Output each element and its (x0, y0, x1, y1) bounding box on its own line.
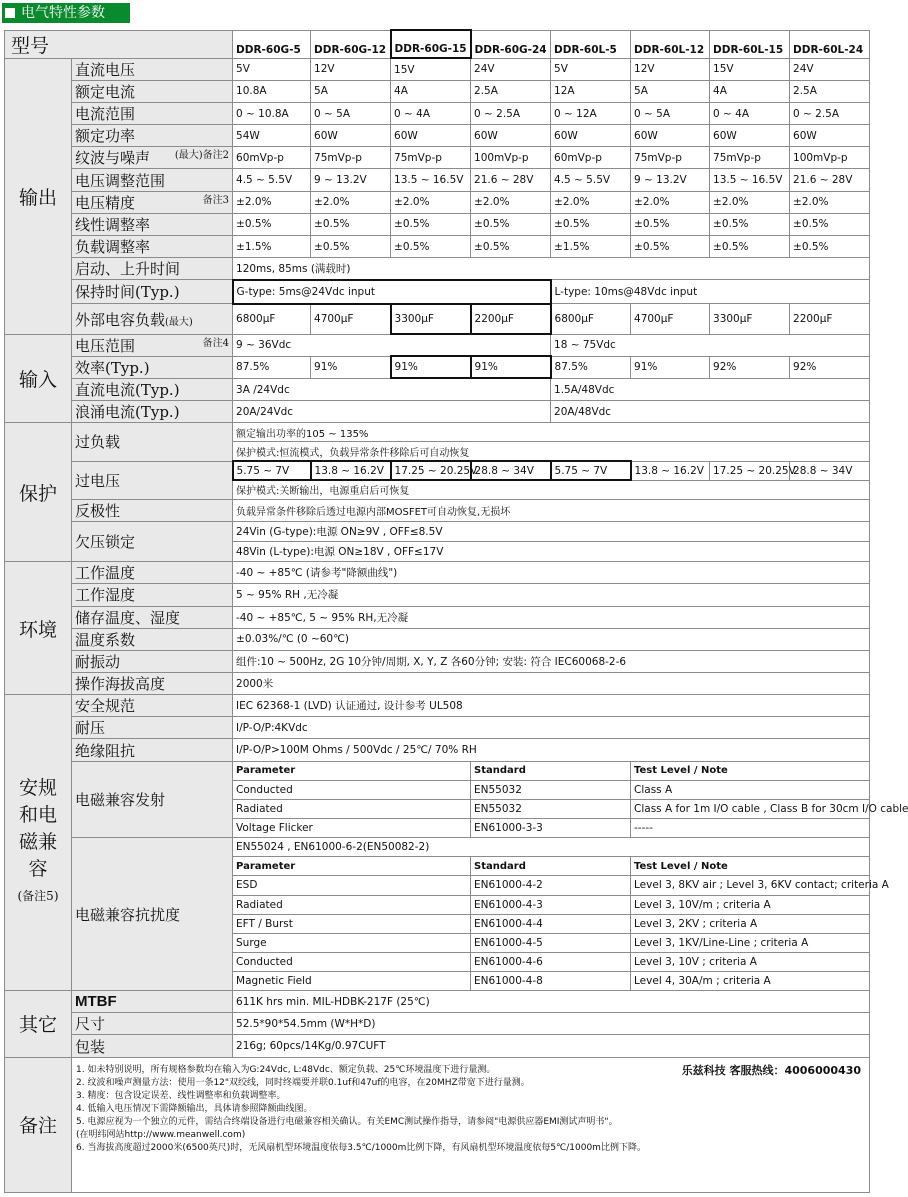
value-cell: 0 ~ 2.5A (471, 103, 551, 125)
value-cell: ±1.5% (233, 235, 311, 257)
row-label: 安全规范 (72, 695, 233, 717)
value-cell: 5.75 ~ 7V (551, 461, 631, 480)
value-cell: 5.75 ~ 7V (233, 461, 311, 480)
value-cell: 负载异常条件移除后透过电源内部MOSFET可自动恢复,无损坏 (233, 499, 870, 521)
value-cell: 100mVp-p (790, 147, 870, 169)
value-cell: -40 ~ +85℃ (请参考"降额曲线") (233, 562, 870, 584)
row-label: 过负载 (72, 423, 233, 461)
row-label-text: 纹波与噪声 (75, 149, 151, 168)
value-cell: 保护模式:关断输出，电源重启后可恢复 (233, 480, 870, 499)
spec-row (5, 695, 870, 717)
value-cell: 60W (311, 125, 391, 147)
value-cell: 24V (790, 58, 870, 80)
model-label: 型号 (5, 30, 233, 58)
spec-row (5, 280, 870, 304)
value-cell: 4.5 ~ 5.5V (551, 169, 631, 191)
value-cell: 13.5 ~ 16.5V (391, 169, 471, 191)
value-cell: ±2.0% (233, 191, 311, 213)
value-cell: 28.8 ~ 34V (790, 461, 870, 480)
value-cell: 21.6 ~ 28V (471, 169, 551, 191)
model-name: DDR-60G-5 (233, 30, 311, 58)
row-label-text: 电压精度 (75, 193, 136, 212)
value-cell: 9 ~ 13.2V (631, 169, 710, 191)
value-cell: ±1.5% (551, 235, 631, 257)
category-notes: 备注 (5, 1057, 72, 1192)
note-line: 4. 低输入电压情况下需降额输出，具体请参照降额曲线图。 (76, 1103, 313, 1114)
section-title-bar (2, 3, 130, 23)
emc-cell: EN61000-4-4 (471, 914, 631, 933)
value-cell: 4A (391, 80, 471, 102)
hotline-text: 乐兹科技 客服热线：4006000430 (681, 1063, 862, 1077)
category-others: 其它 (5, 991, 72, 1057)
row-label: 直流电流(Typ.) (72, 378, 233, 400)
value-cell: ±2.0% (790, 191, 870, 213)
value-cell: 60W (391, 125, 471, 147)
emc-cell: ----- (631, 819, 870, 838)
row-label: 负载调整率 (72, 235, 233, 257)
value-cell: 4.5 ~ 5.5V (233, 169, 311, 191)
value-cell: 13.5 ~ 16.5V (710, 169, 790, 191)
value-cell: 5A (631, 80, 710, 102)
emc-cell: Class A for 1m I/O cable , Class B for 30cm I/O cable (631, 799, 870, 818)
emc-cell: Radiated (233, 799, 471, 818)
category-environment: 环境 (5, 562, 72, 695)
emc-header-cell: Parameter (233, 857, 471, 876)
spec-row (5, 304, 870, 334)
value-cell: 60mVp-p (233, 147, 311, 169)
value-cell: 87.5% (233, 356, 311, 378)
emc-cell: EN61000-4-2 (471, 876, 631, 895)
row-note: (最大) (165, 316, 193, 328)
value-cell: 2200μF (471, 304, 551, 334)
spec-row (5, 125, 870, 147)
emc-cell: EN61000-4-8 (471, 972, 631, 991)
value-cell: ±0.5% (311, 235, 391, 257)
emc-intro-row (5, 838, 870, 857)
value-cell: ±0.5% (233, 213, 311, 235)
value-cell: 2.5A (471, 80, 551, 102)
value-cell: 54W (233, 125, 311, 147)
value-cell: 17.25 ~ 20.25V (391, 461, 471, 480)
emc-cell: EN55032 (471, 780, 631, 799)
emc-cell: Level 3, 8KV air ; Level 3, 6KV contact; criteria A (631, 876, 870, 895)
notes-cell (72, 1057, 870, 1192)
row-label: 启动、上升时间 (72, 258, 233, 280)
emc-cell: Class A (631, 780, 870, 799)
value-cell: L-type: 10ms@48Vdc input (551, 280, 870, 304)
spec-row (5, 401, 870, 423)
value-cell: ±2.0% (471, 191, 551, 213)
row-label: 额定功率 (72, 125, 233, 147)
row-label: 耐振动 (72, 650, 233, 672)
row-label: 温度系数 (72, 628, 233, 650)
emc-cell: Level 3, 2KV ; criteria A (631, 914, 870, 933)
value-cell: 87.5% (551, 356, 631, 378)
value-cell: 2200μF (790, 304, 870, 334)
value-cell: 5 ~ 95% RH ,无冷凝 (233, 584, 870, 606)
spec-row (5, 1013, 870, 1035)
row-label: 工作温度 (72, 562, 233, 584)
value-cell: 13.8 ~ 16.2V (311, 461, 391, 480)
value-cell: ±0.5% (631, 235, 710, 257)
row-note: 备注4 (202, 337, 230, 349)
value-cell: 4700μF (631, 304, 710, 334)
model-name: DDR-60L-15 (710, 30, 790, 58)
spec-row (5, 499, 870, 521)
value-cell: 10.8A (233, 80, 311, 102)
category-input: 输入 (5, 334, 72, 423)
value-cell: 216g; 60pcs/14Kg/0.97CUFT (233, 1035, 870, 1057)
row-label: 包装 (72, 1035, 233, 1057)
spec-row (5, 423, 870, 442)
value-cell: IEC 62368-1 (LVD) 认证通过, 设计参考 UL508 (233, 695, 870, 717)
value-cell: ±0.5% (710, 213, 790, 235)
model-name: DDR-60L-12 (631, 30, 710, 58)
value-cell: ±2.0% (311, 191, 391, 213)
value-cell: 6800μF (551, 304, 631, 334)
model-name: DDR-60L-5 (551, 30, 631, 58)
value-cell: 20A/48Vdc (551, 401, 870, 423)
emc-cell: Conducted (233, 952, 471, 971)
emc-cell: Conducted (233, 780, 471, 799)
emc-header-cell: Test Level / Note (631, 761, 870, 780)
spec-row (5, 461, 870, 480)
value-cell: 91% (471, 356, 551, 378)
value-cell: 1.5A/48Vdc (551, 378, 870, 400)
spec-row (5, 169, 870, 191)
notes-row (5, 1057, 870, 1192)
value-cell: 100mVp-p (471, 147, 551, 169)
value-cell: 75mVp-p (311, 147, 391, 169)
value-cell: ±0.5% (551, 213, 631, 235)
value-cell: 0 ~ 2.5A (790, 103, 870, 125)
spec-row (5, 213, 870, 235)
category-output: 输出 (5, 58, 72, 334)
row-label: 电压调整范围 (72, 169, 233, 191)
value-cell: 5A (311, 80, 391, 102)
spec-row (5, 650, 870, 672)
emc-cell: Radiated (233, 895, 471, 914)
emc-intro: EN55024 , EN61000-6-2(EN50082-2) (233, 838, 870, 857)
model-name: DDR-60G-24 (471, 30, 551, 58)
row-label: 过电压 (72, 461, 233, 499)
row-label: 工作湿度 (72, 584, 233, 606)
spec-row (5, 673, 870, 695)
row-label: 欠压锁定 (72, 521, 233, 561)
spec-row (5, 103, 870, 125)
spec-table (4, 29, 908, 1193)
emc-cell: Voltage Flicker (233, 819, 471, 838)
value-cell: 48Vin (L-type):电源 ON≥18V , OFF≤17V (233, 542, 870, 562)
emc-cell: Level 3, 1KV/Line-Line ; criteria A (631, 933, 870, 952)
value-cell: 611K hrs min. MIL-HDBK-217F (25℃) (233, 991, 870, 1013)
note-line: 3. 精度：包含设定误差、线性调整率和负载调整率。 (76, 1090, 286, 1101)
value-cell: 91% (631, 356, 710, 378)
value-cell: 6800μF (233, 304, 311, 334)
value-cell: 24Vin (G-type):电源 ON≥9V , OFF≤8.5V (233, 521, 870, 541)
value-cell: ±0.5% (631, 213, 710, 235)
value-cell: 13.8 ~ 16.2V (631, 461, 710, 480)
row-label: 储存温度、湿度 (72, 606, 233, 628)
value-cell: 0 ~ 4A (391, 103, 471, 125)
value-cell: 0 ~ 4A (710, 103, 790, 125)
model-name: DDR-60G-15 (391, 30, 471, 58)
value-cell: 92% (790, 356, 870, 378)
row-label: 绝缘阻抗 (72, 739, 233, 761)
note-line: 5. 电源应视为一个独立的元件，需结合终端设备进行电磁兼容相关确认。有关EMC测试操作指导，请参阅"电源供应器EMI测试声明书"。 (76, 1116, 618, 1127)
emc-cell: EN61000-3-3 (471, 819, 631, 838)
value-cell: 0 ~ 5A (631, 103, 710, 125)
value-cell: 60W (790, 125, 870, 147)
category-line: 容 (28, 858, 48, 881)
value-cell: 60mVp-p (551, 147, 631, 169)
emc-cell: EFT / Burst (233, 914, 471, 933)
value-cell: 75mVp-p (391, 147, 471, 169)
emc-header-cell: Standard (471, 761, 631, 780)
category-line: 安规 (18, 777, 57, 800)
value-cell: 3300μF (391, 304, 471, 334)
emc-header-cell: Test Level / Note (631, 857, 870, 876)
emc-cell: EN61000-4-3 (471, 895, 631, 914)
value-cell: 52.5*90*54.5mm (W*H*D) (233, 1013, 870, 1035)
value-cell: ±0.5% (391, 235, 471, 257)
value-cell: 60W (471, 125, 551, 147)
spec-row (5, 191, 870, 213)
value-cell: 75mVp-p (631, 147, 710, 169)
spec-row (5, 584, 870, 606)
value-cell: 5V (551, 58, 631, 80)
spec-row (5, 628, 870, 650)
value-cell: ±2.0% (710, 191, 790, 213)
row-label: 电磁兼容抗扰度 (72, 838, 233, 991)
emc-header-row (5, 761, 870, 780)
value-cell: ±0.03%/℃ (0 ~60℃) (233, 628, 870, 650)
value-cell: 12V (311, 58, 391, 80)
row-label: 电流范围 (72, 103, 233, 125)
value-cell: 0 ~ 10.8A (233, 103, 311, 125)
row-label-text: 外部电容负载 (75, 310, 166, 329)
row-note: (最大)备注2 (174, 150, 230, 162)
row-label (72, 304, 233, 334)
square-bullet-icon (5, 8, 15, 18)
emc-cell: Level 3, 10V/m ; criteria A (631, 895, 870, 914)
value-cell: I/P-O/P:4KVdc (233, 717, 870, 739)
row-label: 额定电流 (72, 80, 233, 102)
value-cell: ±0.5% (471, 235, 551, 257)
row-label: 浪涌电流(Typ.) (72, 401, 233, 423)
value-cell: ±0.5% (471, 213, 551, 235)
value-cell: 28.8 ~ 34V (471, 461, 551, 480)
value-cell: ±0.5% (391, 213, 471, 235)
emc-cell: Surge (233, 933, 471, 952)
value-cell: 75mVp-p (710, 147, 790, 169)
row-label: 电磁兼容发射 (72, 761, 233, 838)
category-note: (备注5) (17, 889, 59, 904)
row-label: 耐压 (72, 717, 233, 739)
section-title: 电气特性参数 (21, 5, 105, 21)
row-label: 效率(Typ.) (72, 356, 233, 378)
value-cell: 5V (233, 58, 311, 80)
value-cell: 21.6 ~ 28V (790, 169, 870, 191)
value-cell: 120ms, 85ms (满载时) (233, 258, 870, 280)
value-cell: ±2.0% (391, 191, 471, 213)
row-note: 备注3 (202, 194, 230, 206)
spec-row (5, 606, 870, 628)
spec-row (5, 378, 870, 400)
value-cell: 4A (710, 80, 790, 102)
row-label: 尺寸 (72, 1013, 233, 1035)
emc-cell: ESD (233, 876, 471, 895)
value-cell: 91% (391, 356, 471, 378)
note-line: 6. 当海拔高度超过2000米(6500英尺)时，无风扇机型环境温度依每3.5℃/1000m比例下降，有风扇机型环境温度依每5℃/1000m比例下降。 (76, 1142, 646, 1153)
value-cell: 12A (551, 80, 631, 102)
value-cell: ±0.5% (790, 213, 870, 235)
model-name: DDR-60G-12 (311, 30, 391, 58)
value-cell: 组件:10 ~ 500Hz, 2G 10分钟/周期, X, Y, Z 各60分钟; 安装: 符合 IEC60068-2-6 (233, 650, 870, 672)
spec-row (5, 739, 870, 761)
category-line: 磁兼 (18, 831, 57, 854)
row-label: MTBF (72, 991, 233, 1013)
note-line: 1. 如未特别说明，所有规格参数均在输入为G:24Vdc, L:48Vdc、额定负载、25℃环境温度下进行量测。 (76, 1064, 496, 1075)
spec-row (5, 717, 870, 739)
value-cell: ±0.5% (790, 235, 870, 257)
emc-cell: Level 3, 10V ; criteria A (631, 952, 870, 971)
spec-row (5, 80, 870, 102)
spec-row (5, 991, 870, 1013)
note-line: 2. 纹波和噪声测量方法：使用一条12"双绞线，同时终端要并联0.1uf和47uf的电容，在20MHZ带宽下进行量测。 (76, 1077, 530, 1088)
value-cell: G-type: 5ms@24Vdc input (233, 280, 551, 304)
value-cell: 0 ~ 5A (311, 103, 391, 125)
row-label-text: 电压范围 (75, 336, 136, 355)
spec-row (5, 521, 870, 541)
spec-row (5, 258, 870, 280)
spec-row (5, 1035, 870, 1057)
row-label: 反极性 (72, 499, 233, 521)
model-name: DDR-60L-24 (790, 30, 870, 58)
value-cell: 2000米 (233, 673, 870, 695)
value-cell: I/P-O/P>100M Ohms / 500Vdc / 25℃/ 70% RH (233, 739, 870, 761)
value-cell: 60W (551, 125, 631, 147)
value-cell: ±2.0% (551, 191, 631, 213)
value-cell: 12V (631, 58, 710, 80)
value-cell: 3A /24Vdc (233, 378, 551, 400)
spec-row (5, 58, 870, 80)
value-cell: 9 ~ 36Vdc (233, 334, 551, 356)
spec-row (5, 356, 870, 378)
value-cell: 20A/24Vdc (233, 401, 551, 423)
value-cell: 15V (710, 58, 790, 80)
value-cell: 18 ~ 75Vdc (551, 334, 870, 356)
value-cell: 4700μF (311, 304, 391, 334)
value-cell: 15V (391, 58, 471, 80)
emc-cell: Magnetic Field (233, 972, 471, 991)
value-cell: -40 ~ +85℃, 5 ~ 95% RH,无冷凝 (233, 606, 870, 628)
row-label: 线性调整率 (72, 213, 233, 235)
row-label (72, 334, 233, 356)
value-cell: 17.25 ~ 20.25V (710, 461, 790, 480)
category-safety-emc (5, 695, 72, 991)
spec-row (5, 147, 870, 169)
value-cell: 24V (471, 58, 551, 80)
emc-header-cell: Standard (471, 857, 631, 876)
category-line: 和电 (18, 804, 57, 827)
category-protection: 保护 (5, 423, 72, 562)
emc-cell: EN61000-4-6 (471, 952, 631, 971)
value-cell: 3300μF (710, 304, 790, 334)
row-label (72, 191, 233, 213)
emc-header-cell: Parameter (233, 761, 471, 780)
row-label: 操作海拔高度 (72, 673, 233, 695)
row-label: 保持时间(Typ.) (72, 280, 233, 304)
emc-cell: EN55032 (471, 799, 631, 818)
spec-row (5, 334, 870, 356)
value-cell: 0 ~ 12A (551, 103, 631, 125)
value-cell: 92% (710, 356, 790, 378)
value-cell: 2.5A (790, 80, 870, 102)
value-cell: 额定输出功率的105 ~ 135% (233, 423, 870, 442)
row-label (72, 147, 233, 169)
value-cell: 60W (631, 125, 710, 147)
value-cell: 9 ~ 13.2V (311, 169, 391, 191)
row-label: 直流电压 (72, 58, 233, 80)
value-cell: 91% (311, 356, 391, 378)
value-cell: ±2.0% (631, 191, 710, 213)
model-header-row (5, 30, 870, 58)
note-line: (在明纬网站http://www.meanwell.com) (76, 1129, 246, 1140)
spec-row (5, 562, 870, 584)
value-cell: ±0.5% (311, 213, 391, 235)
emc-cell: EN61000-4-5 (471, 933, 631, 952)
value-cell: ±0.5% (710, 235, 790, 257)
emc-cell: Level 4, 30A/m ; criteria A (631, 972, 870, 991)
value-cell: 60W (710, 125, 790, 147)
spec-row (5, 235, 870, 257)
value-cell: 保护模式:恒流模式，负载异常条件移除后可自动恢复 (233, 442, 870, 461)
